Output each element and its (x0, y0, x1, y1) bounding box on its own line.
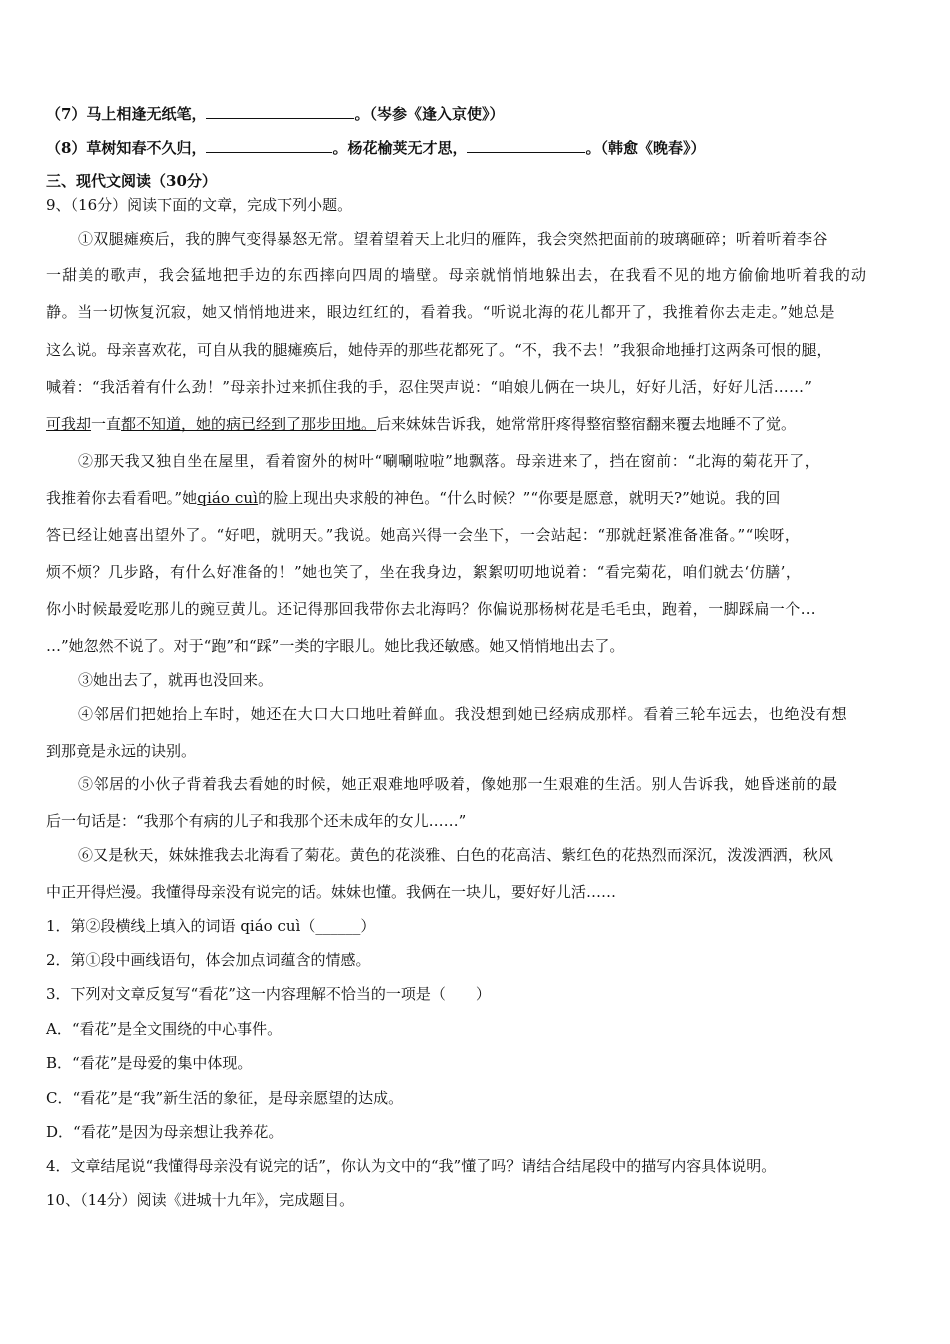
para4-line1: ④邻居们把她抬上车时，她还在大口大口地吐着鲜血。我没想到她已经病成那样。看着三轮车远去，也绝没有想 (78, 705, 848, 723)
question-9-intro: 9、（16分）阅读下面的文章，完成下列小题。 (46, 196, 353, 214)
text-segment: 我推着你去看看吧。”她 (46, 489, 198, 507)
para1-line6 (46, 414, 906, 434)
para6-line2: 中正开得烂漫。我懂得母亲没有说完的话。妹妹也懂。我俩在一块儿，要好好儿活…… (46, 883, 617, 901)
plain-text: 后来妹妹告诉我，她常常肝疼得整宿整宿翻来覆去地睡不了觉。 (376, 415, 797, 433)
para1-line2: 一甜美的歌声，我会猛地把手边的东西摔向四周的墙壁。母亲就悄悄地躲出去，在我看不见的地方偷偷地听着我的动 (46, 266, 868, 284)
plain-text: 一直 (91, 415, 122, 433)
para1-line5: 喊着：“我活着有什么劲！”母亲扑过来抓住我的手，忍住哭声说：“咱娘儿俩在一块儿，好好儿活，好好儿活……” (46, 378, 813, 396)
option-a[interactable]: A．“看花”是全文围绕的中心事件。 (46, 1020, 283, 1038)
para5-line2: 后一句话是：“我那个有病的儿子和我那个还未成年的女儿……” (46, 812, 467, 830)
para4-line2: 到那竟是永远的诀别。 (46, 742, 197, 760)
q7-suffix: 。（岑参《逢入京使》） (354, 105, 505, 123)
para3-line1: ③她出去了，就再也没回来。 (78, 671, 274, 689)
q8-answer-blank-2[interactable] (467, 137, 585, 153)
option-b[interactable]: B．“看花”是母爱的集中体现。 (46, 1054, 253, 1072)
para1-line1: ①双腿瘫痪后，我的脾气变得暴怒无常。望着望着天上北归的雁阵，我会突然把面前的玻璃砸碎；听着听着李谷 (78, 230, 828, 248)
para2-line6: …”她忽然不说了。对于“跑”和“踩”一类的字眼儿。她比我还敏感。她又悄悄地出去了。 (46, 637, 625, 655)
question-8-line (46, 137, 906, 158)
sub-question-1 (46, 916, 906, 936)
pinyin-blank: qiáo cuì (197, 489, 259, 507)
q7-prefix: （7）马上相逢无纸笔， (46, 105, 207, 123)
para5-line1: ⑤邻居的小伙子背着我去看她的时候，她正艰难地呼吸着，像她那一生艰难的生活。别人告诉我，她昏迷前的最 (78, 775, 838, 793)
para2-line5: 你小时候最爱吃那儿的豌豆黄儿。还记得那回我带你去北海吗？你偏说那杨树花是毛毛虫，跑着，一脚踩扁一个… (46, 600, 817, 618)
answer-blank[interactable]: ______ (315, 917, 361, 935)
para6-line1: ⑥又是秋天，妹妹推我去北海看了菊花。黄色的花淡雅、白色的花高洁、紫红色的花热烈而深沉，泼泼洒洒，秋风 (78, 846, 834, 864)
para2-line1: ②那天我又独自坐在屋里，看着窗外的树叶“唰唰啦啦”地飘落。母亲进来了，挡在窗前：“北海的菊花开了， (78, 452, 821, 470)
sub-question-2: 2．第①段中画线语句，体会加点词蕴含的情感。 (46, 951, 371, 969)
para1-line4: 这么说。母亲喜欢花，可自从我的腿瘫痪后，她侍弄的那些花都死了。“不，我不去！”我狠命地捶打这两条可恨的腿， (46, 341, 832, 359)
text-segment: 的脸上现出央求般的神色。“什么时候？”“你要是愿意，就明天?”她说。我的回 (258, 489, 781, 507)
underlined-sentence-end: 都不知道，她的病已经到了那步田地。 (121, 415, 377, 433)
sub-question-4: 4．文章结尾说“我懂得母亲没有说完的话”，你认为文中的“我”懂了吗？请结合结尾段中的描写内容具体说明。 (46, 1157, 777, 1175)
section-3-heading: 三、现代文阅读（30分） (46, 172, 217, 190)
q8-suffix: 。（韩愈《晚春》） (585, 139, 706, 157)
q8-middle: 。杨花榆荚无才思， (332, 139, 468, 157)
para2-line2 (46, 488, 906, 508)
question-text: ） (360, 917, 376, 935)
para2-line3: 答已经让她喜出望外了。“好吧，就明天。”我说。她高兴得一会坐下，一会站起：“那就赶紧准备准备。”“唉呀， (46, 526, 801, 544)
sub-question-3: 3．下列对文章反复写“看花”这一内容理解不恰当的一项是（ ） (46, 985, 491, 1003)
option-c[interactable]: C．“看花”是“我”新生活的象征，是母亲愿望的达成。 (46, 1089, 404, 1107)
question-10-intro: 10、（14分）阅读《进城十九年》，完成题目。 (46, 1191, 355, 1209)
q8-answer-blank-1[interactable] (206, 137, 332, 153)
option-d[interactable]: D．“看花”是因为母亲想让我养花。 (46, 1123, 284, 1141)
question-text: 1．第②段横线上填入的词语 qiáo cuì（ (46, 917, 316, 935)
para1-line3: 静。当一切恢复沉寂，她又悄悄地进来，眼边红红的，看着我。“听说北海的花儿都开了，我推着你去走走。”她总是 (46, 303, 836, 321)
q7-answer-blank[interactable] (206, 103, 354, 119)
question-7-line (46, 103, 906, 124)
underlined-sentence-start: 可我却 (46, 415, 92, 433)
para2-line4: 烦不烦？几步路，有什么好准备的！”她也笑了，坐在我身边，絮絮叨叨地说着：“看完菊花，咱们就去‘仿膳’， (46, 563, 802, 581)
q8-prefix: （8）草树知春不久归， (46, 139, 207, 157)
